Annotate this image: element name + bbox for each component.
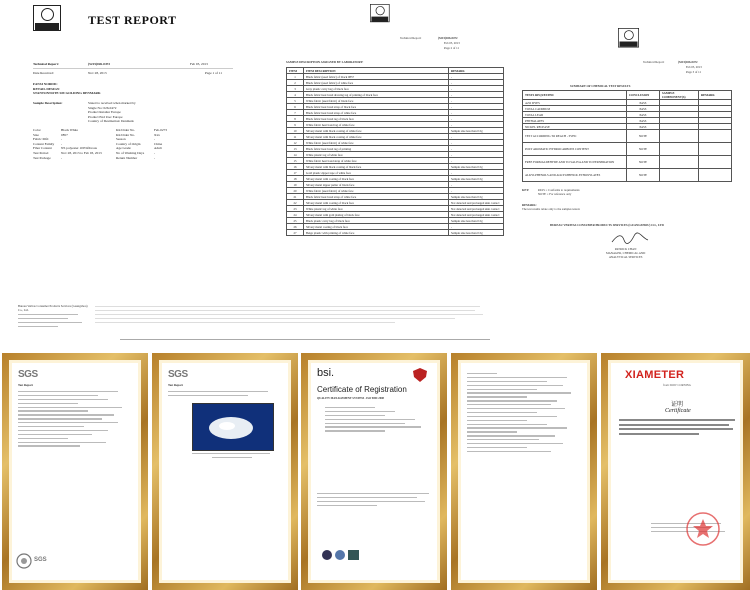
item-remark: - (449, 104, 504, 110)
remark (699, 143, 732, 156)
header-page: Page 3 of 11 (686, 70, 701, 74)
section-title: SAMPLE DESCRIPTION ASSIGNED BY LABORATORY: (286, 60, 364, 64)
item-remark: - (449, 134, 504, 140)
item-no: 26 (287, 224, 304, 230)
cert-head: Test Report (168, 383, 183, 387)
item-remark: - (449, 92, 504, 98)
item-remark: Sample size less than 0.5g (449, 218, 504, 224)
conclusion: PASS (627, 124, 660, 130)
xiameter-tagline: from DOW CORNING (663, 383, 692, 387)
sample-table (286, 67, 504, 236)
conclusion: NOTE (627, 143, 660, 156)
test-name: FREE FORMALDEHYDE AND TO SALIVA AND TO PERSPIRATION (523, 156, 627, 169)
item-desc: Gold plastic zipper tape of white face (304, 170, 449, 176)
item-remark: - (449, 158, 504, 164)
header-page: Page 2 of 11 (444, 46, 459, 50)
sgs-logo: SGS (168, 369, 188, 380)
sgs-footer-logo: SGS (34, 557, 47, 563)
test-name: AZO DYES (523, 100, 627, 106)
item-no: 9 (287, 122, 304, 128)
item-no: 27 (287, 230, 304, 236)
test-name: POLY AROMATIC HYDROCARBONS CONTENT (523, 143, 627, 156)
signatory: PATRICK CHAN MANAGER, CHEMICAL AND ANALYTICAL SERVICES (606, 247, 646, 259)
report-footer (0, 298, 495, 346)
item-desc: Silvery metal with black coating of white face (304, 128, 449, 134)
item-remark: Sample size less than 0.5g (449, 230, 504, 236)
remark-block: REMARK: The test results relate only to the samples tested. (522, 203, 581, 211)
item-remark: - (449, 188, 504, 194)
certificate-frame-bsi (301, 353, 447, 590)
item-remark: - (449, 110, 504, 116)
item-desc: Silvery metal with coating of black face (304, 200, 449, 206)
item-no: 8 (287, 116, 304, 122)
bureau-veritas-logo (33, 5, 61, 31)
item-no: 14 (287, 152, 304, 158)
item-desc: White fabric (used fabric) of white face (304, 188, 449, 194)
item-no: 4 (287, 92, 304, 98)
component (660, 156, 699, 169)
item-no: 15 (287, 158, 304, 164)
xiameter-logo: XIAMETER (625, 369, 685, 381)
item-remark: Not detected and prolonged skin contact (449, 212, 504, 218)
item-no: 18 (287, 176, 304, 182)
certificate-frame-sgs (2, 353, 148, 590)
item-desc: Black plastic carry bag of black face (304, 218, 449, 224)
component (660, 169, 699, 182)
footer-company: Bureau Veritas Consumer Products Services (Guangzhou) Co., Ltd. (18, 304, 88, 312)
certificate-frame-xiameter (601, 353, 750, 590)
item-desc: Black fabric (used fabric) of black 0857 (304, 74, 449, 80)
en-title: Certificate (665, 408, 691, 414)
table-row (287, 230, 504, 236)
item-no: 17 (287, 170, 304, 176)
item-remark: Sample size less than 0.5g (449, 164, 504, 170)
item-remark: - (449, 224, 504, 230)
item-remark: - (449, 116, 504, 122)
test-name: TOTAL LEAD (523, 112, 627, 118)
accreditation-marks-icon (321, 549, 361, 561)
item-desc: White fabric heat bond tag of white face (304, 122, 449, 128)
header-label: Technical Report: (400, 36, 422, 40)
cn-title: 证明 (671, 401, 684, 408)
cert-title: Certificate of Registration (317, 385, 407, 394)
header-date: Feb 03, 2013 (444, 41, 460, 45)
item-no: 16 (287, 164, 304, 170)
item-no: 3 (287, 86, 304, 92)
item-desc: White fabric (used fabric) of black face (304, 98, 449, 104)
item-desc: Black fabric heat bond drawing tag of printing of black face (304, 92, 449, 98)
test-name: TEST ACCORDING TO REACH - SVHC (523, 130, 627, 143)
conclusion: PASS (627, 100, 660, 106)
date-received-label: Date Received: (33, 71, 54, 75)
sample-desc-label: Sample Description: (33, 101, 63, 105)
item-desc: Black fabric heat bond strap of white face (304, 194, 449, 200)
test-report-page-1 (0, 0, 240, 345)
conclusion: PASS (627, 106, 660, 112)
item-no: 10 (287, 128, 304, 134)
item-remark: - (449, 140, 504, 146)
item-remark: Sample size less than 0.5g (449, 176, 504, 182)
item-desc: Silvery metal zipper puller of black face (304, 182, 449, 188)
item-no: 20 (287, 188, 304, 194)
remark (699, 156, 732, 169)
item-remark: - (449, 146, 504, 152)
remark (699, 169, 732, 182)
red-seal-icon (685, 511, 721, 547)
summary-title: SUMMARY OF CHEMICAL TEST RESULTS (570, 84, 631, 88)
test-name: PHTHALATES (523, 118, 627, 124)
date-issued: Feb 03, 2013 (190, 62, 208, 66)
conclusion: NOTE (627, 156, 660, 169)
sample-fields: Color Black White Kit/Order No. Feb-0273 Size 0857 Kit/Order No. Xxx Fabric Mfd - Season - Content Family - Country of Origin China Fiber Content NS polyester 100%fibrous Age Grade Adult Test Period Nov 28, 2013 to Feb 03, 2013 No of Washing Days - Test Package - Return Number - (33, 128, 167, 160)
item-no: 25 (287, 218, 304, 224)
item-desc: Gray plastic carry bag of black face (304, 86, 449, 92)
item-desc: Silvery metal with coating of black face (304, 176, 449, 182)
table-row (523, 156, 732, 169)
col-desc: ITEM DESCRIPTION (304, 68, 449, 74)
item-desc: Black fabric heat bond strap of black face (304, 104, 449, 110)
item-no: 2 (287, 80, 304, 86)
item-desc: Silvery metal with black coating of black face (304, 164, 449, 170)
item-no: 21 (287, 194, 304, 200)
bsi-logo: bsi. (317, 367, 335, 379)
test-report-page-3 (510, 0, 750, 345)
sgs-logo: SGS (18, 369, 38, 380)
item-no: 1 (287, 74, 304, 80)
item-desc: Black fabric (used fabric) of white face (304, 80, 449, 86)
table-row (523, 169, 732, 182)
applicant-block: FANSI NORDIC RETAIL DESIGN STANTONNOTE SM GOLDING DENMARK (33, 82, 101, 96)
item-no: 24 (287, 212, 304, 218)
col-remark: REMARK (449, 68, 504, 74)
remark (699, 130, 732, 143)
date-received: Nov 28, 2013 (88, 71, 107, 75)
conclusion: NOTE (627, 169, 660, 182)
item-remark: - (449, 86, 504, 92)
page-number: Page 1 of 11 (205, 71, 222, 75)
conclusion: PASS (627, 112, 660, 118)
component (660, 143, 699, 156)
test-name: TOTAL CADMIUM (523, 106, 627, 112)
item-remark: - (449, 74, 504, 80)
item-no: 22 (287, 200, 304, 206)
item-desc: Black fabric heat bond tag of printing (304, 146, 449, 152)
test-name: NICKEL RELEASE (523, 124, 627, 130)
item-remark: Sample size less than 0.5g (449, 194, 504, 200)
item-no: 23 (287, 206, 304, 212)
product-photo (192, 403, 274, 451)
item-desc: White plastic tag of white face (304, 206, 449, 212)
item-no: 13 (287, 146, 304, 152)
bureau-veritas-logo (618, 28, 639, 48)
key-block: KEY: PASS = Conforms to requirements NOTE = For reference only (522, 188, 580, 196)
item-remark: - (449, 182, 504, 188)
item-no: 11 (287, 134, 304, 140)
item-desc: Silvery metal with gold plating of black face (304, 212, 449, 218)
footer-company: BUREAU VERITAS CONSUMER PRODUCTS SERVICES (GUANGZHOU) CO., LTD (550, 223, 664, 227)
conclusion: PASS (627, 118, 660, 124)
item-no: 19 (287, 182, 304, 188)
signature-icon (610, 232, 650, 246)
sgs-seal-icon (16, 553, 32, 569)
col-component: SAMPLE COMPONENT(S) (660, 91, 699, 100)
test-report-page-2 (260, 0, 505, 345)
header-report-no: (5215)026-0472 (438, 36, 458, 40)
item-no: 7 (287, 110, 304, 116)
item-desc: White plastic tag of white face (304, 152, 449, 158)
sample-desc: Stated to received when marked by Single No: 026-0472 Product Retailer Europe Product End Use: Europe Country of Destination: Denmark (88, 101, 136, 124)
item-remark: - (449, 80, 504, 86)
header-date: Feb 03, 2013 (686, 65, 702, 69)
header-label: Technical Report: (643, 60, 665, 64)
item-no: 12 (287, 140, 304, 146)
item-remark: Sample size less than 0.5g (449, 128, 504, 134)
col-tests: TESTS REQUESTED (523, 91, 627, 100)
item-desc: White fabric heat bond strap of white face (304, 158, 449, 164)
item-desc: Black fabric heat bond strap of white face (304, 110, 449, 116)
item-remark: Not detected and prolonged skin contact (449, 200, 504, 206)
item-no: 5 (287, 98, 304, 104)
col-remark: REMARK (699, 91, 732, 100)
col-conclusion: CONCLUSION (627, 91, 660, 100)
bureau-veritas-logo (370, 4, 390, 22)
item-no: 6 (287, 104, 304, 110)
cert-subtitle: QUALITY MANAGEMENT SYSTEM - ISO 9001:2008 (317, 397, 384, 400)
item-remark: Not detected and prolonged skin contact (449, 206, 504, 212)
item-remark: - (449, 98, 504, 104)
item-remark: - (449, 170, 504, 176)
item-desc: White fabric (used fabric) of white face (304, 140, 449, 146)
header-report-no: (5215)026-0472 (678, 60, 698, 64)
item-remark: - (449, 122, 504, 128)
conclusion: NOTE (627, 130, 660, 143)
report-title: TEST REPORT (88, 13, 177, 27)
certificate-frame-sgs-photo (152, 353, 298, 590)
tech-report-no: (5215)026-0472 (88, 62, 111, 66)
table-row (523, 130, 732, 143)
tech-report-label: Technical Report: (33, 62, 59, 66)
crest-icon (411, 367, 429, 383)
item-desc: Silvery metal with black coating of white face (304, 134, 449, 140)
item-desc: Black fabric heat bond tag of black face (304, 116, 449, 122)
item-desc: Beige plastic with printing of white face (304, 230, 449, 236)
col-item: ITEM (287, 68, 304, 74)
table-row (523, 143, 732, 156)
item-remark: - (449, 152, 504, 158)
item-desc: Silvery metal coating of black face (304, 224, 449, 230)
component (660, 130, 699, 143)
summary-table (522, 90, 732, 182)
test-name: ALKYLPHENOLS AND ALKYLPHENOL ETHOXYLATES (523, 169, 627, 182)
certificate-frame-plain (451, 353, 597, 590)
cert-head: Test Report (18, 383, 33, 387)
